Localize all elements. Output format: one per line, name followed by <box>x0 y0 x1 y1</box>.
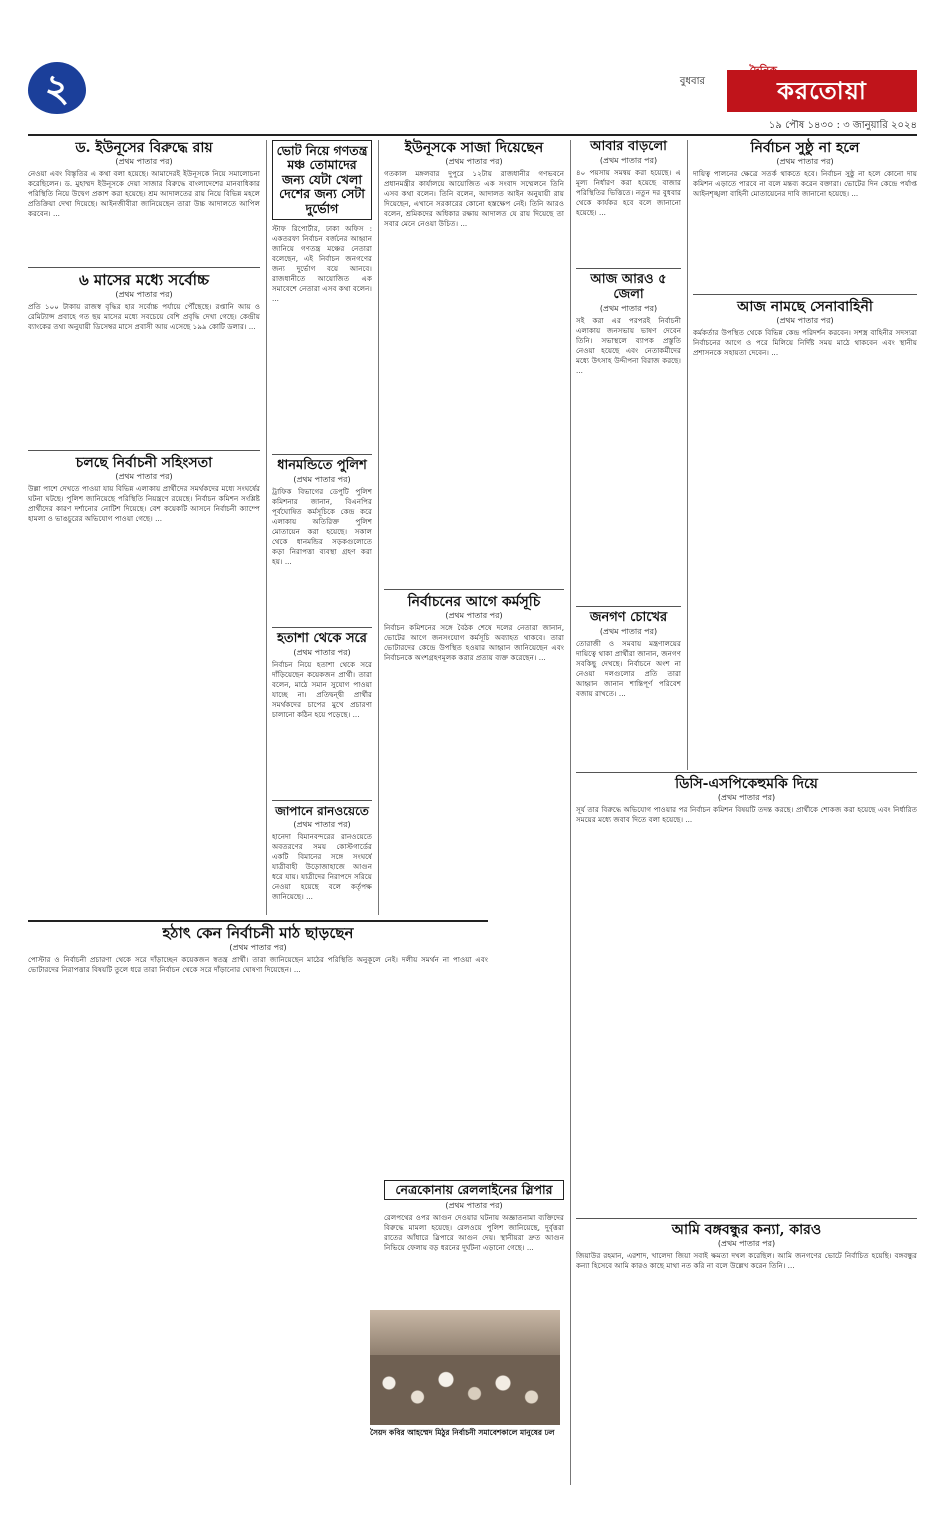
article-body: সই করা এর পরপরই নির্বাচনী এলাকায় জনসভায় ভাষণ দেবেন তিনি। সভাস্থলে ব্যাপক প্রস্তুতি নেওয়া হয়েছে এবং নেতাকর্মীদের মধ্যে উৎসাহ উদ্দীপনা বিরাজ করছে। ... <box>576 315 681 375</box>
continuation-note: (প্রথম পাতার পর) <box>293 647 351 657</box>
continuation-note: (প্রথম পাতার পর) <box>115 290 173 300</box>
page-number: ২ <box>28 62 86 114</box>
article-body: ট্রাফিক বিভাগের ডেপুটি পুলিশ কমিশনার জানান, বিএনপির পূর্বঘোষিত কর্মসূচিকে কেন্দ্র করে এলাকায় অতিরিক্ত পুলিশ মোতায়েন করা হয়েছে। সকাল থেকে ধানমন্ডির সড়কগুলোতে কড়া নিরাপত্তা ব্যবস্থা গ্রহণ করা হয়। ... <box>272 486 372 566</box>
divider <box>384 589 564 590</box>
continuation-note: (প্রথম পাতার পর) <box>293 474 351 484</box>
continuation-note: (প্রথম পাতার পর) <box>293 819 351 829</box>
continuation-note: (প্রথম পাতার পর) <box>229 943 287 953</box>
page-date: ১৯ পৌষ ১৪৩০ : ৩ জানুয়ারি ২০২৪ <box>768 120 917 131</box>
continuation-note: (প্রথম পাতার পর) <box>717 1239 776 1249</box>
headline-netrokona-rail: নেত্রকোনায় রেললাইনের স্লিপার <box>384 1180 564 1200</box>
article-bangabandhu <box>576 1222 917 1501</box>
column-left <box>28 140 260 884</box>
headline-five-districts: আজ আরও ৫ জেলা <box>590 271 667 302</box>
crowd-photo <box>370 1310 560 1425</box>
headline-public-eyes: জনগণ চোখের <box>589 609 668 625</box>
headline-army-deploy: আজ নামছে সেনাবাহিনী <box>737 299 873 316</box>
photo-caption: সৈয়দ কবির আহম্মেদ মিঠুর নির্বাচনী সমাবেশকালে মানুষের ঢল <box>370 1428 555 1437</box>
article-body: রেলপথের ওপর আগুন দেওয়ার ঘটনায় অজ্ঞাতনামা ব্যক্তিদের বিরুদ্ধে মামলা হয়েছে। রেলওয়ে পুলিশ জানিয়েছে, দুর্বৃত্তরা রাতের আঁধারে স্লিপারে আগুন দেয়। স্থানীয়রা দ্রুত আগুন নিভিয়ে ফেলায় বড় ধরনের দুর্ঘটনা এড়ানো গেছে। ... <box>384 1213 564 1253</box>
article-body: নির্বাচন কমিশনের সঙ্গে বৈঠক শেষে দলের নেতারা জানান, ভোটের আগে জনসংযোগ কর্মসূচি অব্যাহত থাকবে। তারা ভোটারদের কেন্দ্রে উপস্থিত হওয়ার আহ্বান জানিয়েছেন এবং নির্বাচনকে অংশগ্রহণমূলক করার প্রত্যয় ব্যক্ত করেছেন। ... <box>384 623 564 663</box>
divider <box>28 267 260 268</box>
headline-election-violence: চলছে নির্বাচনী সহিংসতা <box>75 455 213 472</box>
continuation-note: (প্রথম পাতার পর) <box>445 157 503 167</box>
headline-gonotontro-moncho: ভোট নিয়ে গণতন্ত্র মঞ্চ তোমাদের জন্য যেটা খেলা দেশের জন্য সেটা দুর্ভোগ <box>272 140 372 220</box>
column-divider <box>687 140 688 770</box>
divider <box>576 1218 917 1219</box>
divider <box>28 450 260 451</box>
article-body: জিয়াউর রহমান, এরশাদ, খালেদা জিয়া সবাই ক্ষমতা দখল করেছিল। আমি জনগণের ভোটে নির্বাচিত হয়েছি। বঙ্গবন্ধুর কন্যা হিসেবে আমি কারও কাছে মাথা নত করি না বলে উল্লেখ করেন তিনি। ... <box>576 1251 917 1271</box>
headline-fair-election: নির্বাচন সুষ্ঠু না হলে <box>750 140 860 156</box>
headline-withdrawal: হঠাৎ কেন নির্বাচনী মাঠ ছাড়ছেন <box>162 924 354 942</box>
divider <box>693 294 917 295</box>
divider <box>576 606 681 607</box>
continuation-note: (প্রথম পাতার পর) <box>599 155 658 165</box>
article-body: নির্বাচন নিয়ে হতাশা থেকে সরে দাঁড়িয়েছেন কয়েকজন প্রার্থী। তারা বলেন, মাঠে সমান সুযোগ পাওয়া যাচ্ছে না। প্রতিদ্বন্দ্বী প্রার্থীর সমর্থকদের চাপের মুখে প্রচারণা চালানো কঠিন হয়ে পড়েছে। ... <box>272 659 372 719</box>
column-divider <box>266 140 267 915</box>
header-rule <box>28 134 917 136</box>
article-body: পোস্টার ও নির্বাচনী প্রচারণা থেকে সরে দাঁড়াচ্ছেন কয়েকজন স্বতন্ত্র প্রার্থী। তারা জানিয়েছেন মাঠের পরিস্থিতি অনুকূলে নেই। দলীয় সমর্থন না পাওয়া এবং ভোটারদের নিরাপত্তার বিষয়টি তুলে ধরে তারা নির্বাচন থেকে সরে দাঁড়ানোর ঘোষণা দিয়েছেন। ... <box>28 955 488 975</box>
crowd-photo-figure <box>370 1355 560 1425</box>
continuation-note: (প্রথম পাতার পর) <box>445 1201 503 1211</box>
article-dc-sp <box>576 776 917 1225</box>
divider <box>272 627 372 628</box>
headline-pre-election-program: নির্বাচনের আগে কর্মসূচি <box>407 594 541 611</box>
continuation-note: (প্রথম পাতার পর) <box>776 316 834 326</box>
article-body: হানেদা বিমানবন্দরের রানওয়েতে অবতরণের সময় কোস্টগার্ডের একটি বিমানের সঙ্গে সংঘর্ষে যাত্রীবাহী উড়োজাহাজে আগুন ধরে যায়। যাত্রীদের নিরাপদে সরিয়ে নেওয়া হয়েছে বলে কর্তৃপক্ষ জানিয়েছে। ... <box>272 831 372 901</box>
column-divider <box>570 140 571 1485</box>
divider <box>28 920 488 922</box>
masthead-name: করতোয়া <box>727 70 917 112</box>
continuation-note: (প্রথম পাতার পর) <box>599 626 658 636</box>
article-body: দায়িত্ব পালনের ক্ষেত্রে সতর্ক থাকতে হবে। নির্বাচন সুষ্ঠু না হলে কোনো দায় কমিশন এড়াতে পারবে না বলে মন্তব্য করেন বক্তারা। ভোটের দিন কেন্দ্রে পর্যাপ্ত আইনশৃঙ্খলা বাহিনী মোতায়েনের দাবি জানানো হয়েছে। ... <box>693 169 917 199</box>
article-body: স্টাফ রিপোর্টার, ঢাকা অফিস : একতরফা নির্বাচন বর্জনের আহ্বান জানিয়ে গণতন্ত্র মঞ্চের নেতারা বলেছেন, এই নির্বাচন জনগণের জন্য দুর্ভোগ বয়ে আনবে। রাজধানীতে আয়োজিত এক সমাবেশে নেতারা এসব কথা বলেন। ... <box>272 223 372 303</box>
continuation-note: (প্রথম পাতার পর) <box>115 157 173 167</box>
divider <box>576 772 917 773</box>
headline-dc-sp-threat: ডিসি-এসপিকেহুমকি দিয়ে <box>675 776 818 792</box>
headline-dhanmondi-police: ধানমন্ডিতে পুলিশ <box>277 457 367 473</box>
masthead <box>717 60 917 116</box>
article-body: সূর্য তার বিরুদ্ধে অভিযোগ পাওয়ার পর নির্বাচন কমিশন বিষয়টি তদন্ত করছে। প্রার্থীকে শোকজ করা হয়েছে এবং নির্ধারিত সময়ের মধ্যে জবাব দিতে বলা হয়েছে। ... <box>576 805 917 825</box>
continuation-note: (প্রথম পাতার পর) <box>776 157 834 167</box>
article-body: গতকাল মঙ্গলবার দুপুরে ১২টায় রাজধানীর গণভবনে প্রধানমন্ত্রীর কার্যালয়ে আয়োজিত এক সংবাদ সম্মেলনে তিনি এসব কথা বলেন। তিনি বলেন, আদালত আইন অনুযায়ী রায় দিয়েছেন, এখানে সরকারের কোনো হস্তক্ষেপ নেই। তিনি আরও বলেন, শ্রমিকদের অধিকার রক্ষায় আদালত যে রায় দিয়েছে তা সবার মেনে নেওয়া উচিত। ... <box>384 169 564 229</box>
headline-yunus-punished: ইউনূসকে সাজা দিয়েছেন <box>404 140 544 156</box>
article-body: উল্লা পাশে দেখতে পাওয়া যায় বিভিন্ন এলাকায় প্রার্থীদের সমর্থকদের মধ্যে সংঘর্ষের ঘটনা ঘটছে। পুলিশ জানিয়েছে পরিস্থিতি নিয়ন্ত্রণে রয়েছে। নির্বাচন কমিশন সংশ্লিষ্ট প্রার্থীদের কারণ দর্শানোর নোটিশ দিয়েছে। বেশ কয়েকটি আসনে নির্বাচনী ক্যাম্পে হামলা ও ভাঙচুরের অভিযোগ পাওয়া গেছে। ... <box>28 484 260 524</box>
column-center <box>384 140 564 903</box>
continuation-note: (প্রথম পাতার পর) <box>717 793 776 803</box>
column-right <box>693 140 917 728</box>
divider <box>272 454 372 455</box>
continuation-note: (প্রথম পাতার পর) <box>445 611 503 621</box>
divider <box>576 268 681 269</box>
page-day: বুধবার <box>679 76 705 87</box>
headline-price-increase: আবার বাড়লো <box>590 139 667 154</box>
article-netrokona <box>384 1180 564 1323</box>
article-body: নেওয়া এবং বিস্তৃতির এ কথা বলা হয়েছে। আমাদেরই ইউনূসকে নিয়ে সমালোচনা করেছিলেন। ড. মুহাম্মদ ইউনূসকে দেয়া সাজার বিরুদ্ধে বাংলাদেশের মানবাধিকার পরিস্থিতি নিয়ে উদ্বেগ প্রকাশ করা হয়েছে। শ্রম আদালতের রায় নিয়ে বিভিন্ন মহলে প্রতিক্রিয়া দেখা দিয়েছে। আইনজীবীরা জানিয়েছেন তারা উচ্চ আদালতে আপিল করবেন। ... <box>28 169 260 219</box>
column-second <box>272 140 372 922</box>
article-body: তোরাজী ও সমবায় মন্ত্রণালয়ের দায়িত্বে থাকা প্রার্থীরা জানান, জনগণ সবকিছু দেখছে। নির্বাচনে অংশ না নেওয়া দলগুলোর প্রতি তারা আহ্বান জানান শান্তিপূর্ণ পরিবেশ বজায় রাখতে। ... <box>576 638 681 698</box>
headline-six-months: ৬ মাসের মধ্যে সর্বোচ্চ <box>78 271 210 290</box>
headline-bangabandhu-daughter: আমি বঙ্গবন্ধুর কন্যা, কারও <box>671 1222 822 1238</box>
article-body: ৪০ পয়সায় সমন্বয় করা হয়েছে। এ মূল্য নির্ধারণ করা হয়েছে বাজার পরিস্থিতির ভিত্তিতে। নতুন দর বুধবার থেকে কার্যকর হবে বলে জানানো হয়েছে। ... <box>576 167 681 217</box>
headline-frustration: হতাশা থেকে সরে <box>277 630 367 646</box>
column-divider <box>378 140 379 915</box>
headline-yunus-verdict: ড. ইউনূসের বিরুদ্ধে রায় <box>75 140 213 156</box>
continuation-note: (প্রথম পাতার পর) <box>599 303 658 313</box>
article-body: প্রতি ১০০ টাকায় রাজস্ব বৃদ্ধির হার সর্বোচ্চ পর্যায়ে পৌঁছেছে। রপ্তানি আয় ও রেমিট্যান্স প্রবাহে গত ছয় মাসের মধ্যে সবচেয়ে বেশি প্রবৃদ্ধি দেখা গেছে। কেন্দ্রীয় ব্যাংকের তথ্য অনুযায়ী ডিসেম্বর মাসে প্রবাসী আয় এসেছে ১৯৯ কোটি ডলার। ... <box>28 302 260 332</box>
continuation-note: (প্রথম পাতার পর) <box>115 472 173 482</box>
article-body: কর্মকর্তার উপস্থিত থেকে বিভিন্ন কেন্দ্র পরিদর্শন করবেন। সশস্ত্র বাহিনীর সদস্যরা নির্বাচনের আগে ও পরে মিলিয়ে নির্দিষ্ট সময় মাঠে থাকবেন এবং স্থানীয় প্রশাসনকে সহায়তা দেবেন। ... <box>693 328 917 358</box>
headline-japan-runway: জাপানে রানওয়েতে <box>275 803 369 818</box>
divider <box>272 800 372 801</box>
